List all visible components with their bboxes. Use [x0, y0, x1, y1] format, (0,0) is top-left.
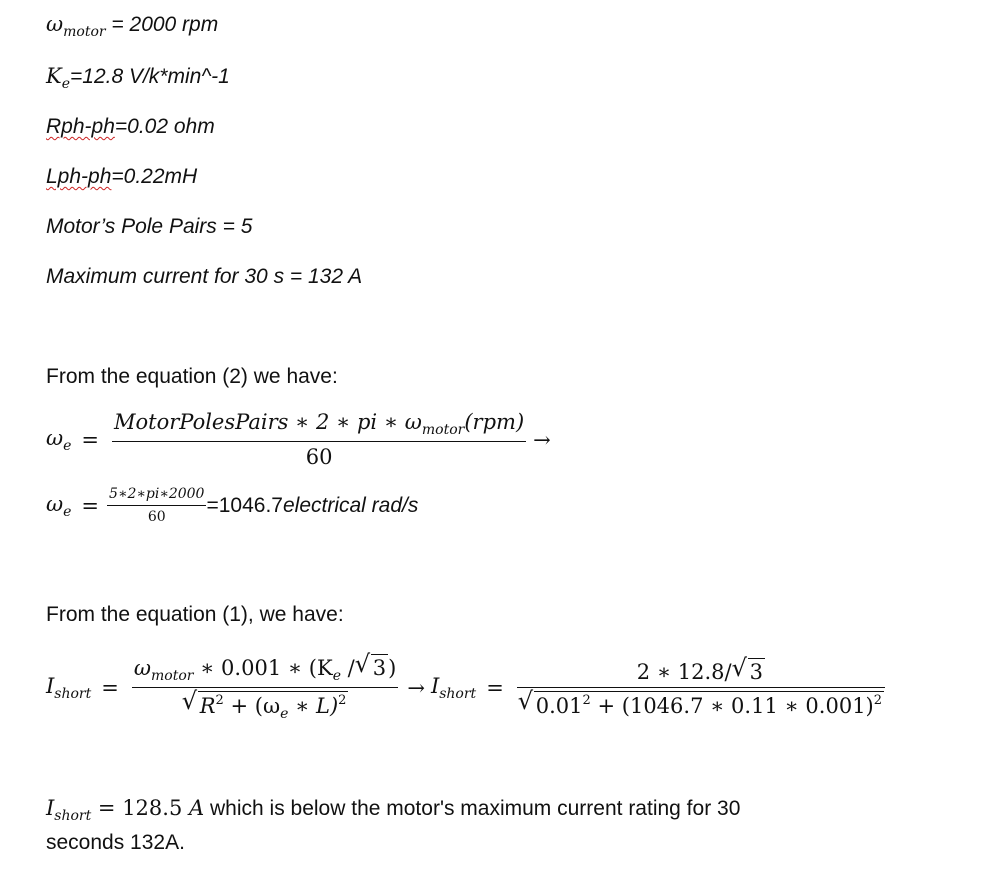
eq2-numerator: 5∗2∗pi∗2000: [107, 486, 206, 506]
conclusion-value: = 128.5: [91, 796, 189, 820]
param-omega-motor: [46, 14, 218, 39]
resistance-name: Rph-ph: [46, 115, 115, 138]
eq4-numerator: 2 ∗ 12.8/ √ 3: [517, 658, 885, 688]
eq3-numerator: $\omega_{motor}$ ∗ 0.001 ∗ ($K_e$ / √ 3): [132, 654, 398, 688]
eq2-fraction: [107, 486, 206, 525]
eq2-equals: =: [81, 493, 100, 518]
eq2-unit: electrical rad/s: [282, 493, 419, 517]
resistance-value: =0.02 ohm: [114, 115, 215, 138]
ke-value: =12.8 V/k*min^-1: [70, 65, 230, 88]
eq4-equals: =: [486, 676, 504, 700]
eq4-denominator: [518, 688, 884, 718]
equation-omega-e: [46, 410, 551, 469]
eq4-lhs: $I_{short}$: [430, 674, 477, 702]
conclusion-line-2: seconds 132A.: [46, 831, 185, 854]
param-resistance: [46, 116, 215, 137]
param-max-current: Maximum current for 30 s = 132 A: [46, 265, 363, 288]
arrow-icon: →: [533, 427, 551, 452]
eq1-fraction: [112, 410, 526, 469]
section2-intro: From the equation (1), we have:: [46, 603, 344, 626]
sqrt-icon: √ 3: [354, 650, 387, 680]
omega-subscript: motor: [63, 24, 106, 40]
param-pole-pairs: Motor’s Pole Pairs = 5: [46, 215, 253, 238]
eq2-result: =1046.7: [206, 493, 283, 517]
ke-symbol: K: [46, 64, 62, 88]
equation-omega-e-numeric: [46, 486, 418, 525]
eq3-equals: =: [101, 676, 119, 700]
param-inductance: [46, 166, 197, 187]
conclusion-lhs: $I_{short}$: [46, 796, 92, 824]
omega-value: = 2000 rpm: [105, 13, 219, 36]
eq4-fraction: [517, 654, 885, 718]
sqrt-icon: √ $R^2 + (\omega_e$ ∗ L)$^2$: [181, 687, 347, 722]
eq1-lhs: $\omega_e$: [46, 425, 72, 454]
eq2-lhs: $\omega_e$: [46, 491, 72, 520]
eq3-fraction: [132, 650, 398, 722]
eq3-denominator: [182, 688, 349, 722]
ke-subscript: e: [61, 76, 70, 92]
equation-i-short: [46, 650, 888, 722]
param-ke: [46, 66, 230, 91]
conclusion-unit: A: [189, 796, 205, 820]
arrow-icon: →: [407, 676, 425, 700]
inductance-value: =0.22mH: [111, 165, 198, 188]
inductance-name: Lph-ph: [46, 165, 112, 188]
eq2-denominator: 60: [147, 509, 166, 525]
section1-intro: From the equation (2) we have:: [46, 365, 338, 388]
sqrt-icon: √ $0.01^2 + (1046.7$ ∗ 0.11 ∗ 0.001)$^2$: [517, 687, 883, 718]
conclusion-text: which is below the motor's maximum current rating for 30: [204, 797, 741, 820]
sqrt-icon: √ 3: [731, 654, 763, 684]
omega-symbol: ω: [46, 12, 64, 36]
eq3-lhs: $I_{short}$: [46, 674, 92, 702]
eq1-denominator: 60: [305, 445, 333, 469]
eq1-numerator: MotorPolesPairs ∗ 2 ∗ pi ∗ $\omega_{motor}(rpm)$: [112, 410, 526, 442]
conclusion-line-1: [46, 798, 740, 823]
eq1-equals: =: [81, 427, 100, 452]
